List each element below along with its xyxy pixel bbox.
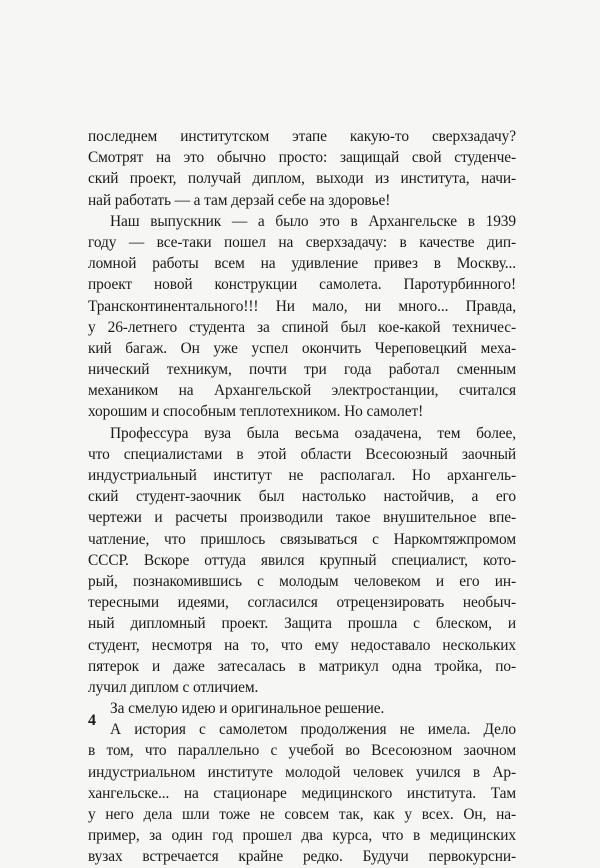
text-line: индустриальном институте молодой человек учился в Ар- — [88, 763, 516, 781]
text-line: у него дела шли тоже не совсем так, как у всех. Он, на- — [88, 806, 516, 823]
text-line: кий багаж. Он уже успел окончить Череповецкий меха- — [88, 339, 516, 357]
page-number: 4 — [88, 712, 96, 729]
text-line: А история с самолетом продолжения не имела. Дело — [110, 721, 516, 739]
paragraph-4 — [88, 698, 516, 719]
paragraph-3 — [88, 423, 516, 698]
text-line: нический техникум, почти три года работал сменным — [88, 361, 516, 379]
text-line: ломной работы всем на удивление привез в Москву... — [88, 255, 516, 273]
text-line: пятерок и даже затесалась в матрикул одна тройка, по- — [88, 657, 516, 675]
text-line: ский проект, получай диплом, выходи из института, начи- — [88, 170, 516, 188]
text-line: чертежи и расчеты производили такое внушительное впе- — [88, 509, 516, 527]
text-line: рый, познакомившись с молодым человеком и его ин- — [88, 572, 516, 590]
text-line: За смелую идею и оригинальное решение. — [110, 700, 385, 718]
text-line: Наш выпускник — а было это в Архангельске в 1939 — [110, 212, 516, 230]
text-line: СССР. Вскоре оттуда явился крупный специалист, кото- — [88, 551, 516, 569]
text-line: най работать — а там дерзай себе на здоровье! — [88, 191, 391, 209]
text-line: ный дипломный проект. Защита прошла с блеском, и — [88, 615, 516, 633]
text-line: что специалистами в этой области Всесоюзный заочный — [88, 445, 516, 463]
text-line: студент, несмотря на то, что ему недоставало нескольких — [88, 636, 516, 654]
text-line: у 26-летнего студента за спиной был кое-какой техничес- — [88, 318, 516, 336]
text-line: Трансконтинентального!!! Ни мало, ни много... Правда, — [88, 297, 516, 315]
text-line: хорошим и способным теплотехником. Но самолет! — [88, 403, 424, 421]
page-body — [88, 126, 516, 868]
text-line: тересными идеями, согласился отрецензировать необыч- — [88, 594, 516, 612]
text-line: Смотрят на это обычно просто: защищай свой студенче- — [88, 149, 516, 167]
text-line: хангельске... на стационаре медицинского института. Там — [88, 784, 516, 802]
text-line: лучил диплом с отличием. — [88, 678, 259, 696]
paragraph-5 — [88, 719, 516, 867]
text-line: году — все-таки пошел на сверхзадачу: в качестве дип- — [88, 233, 516, 251]
text-line: индустриальный институт не располагал. Но архангель- — [88, 467, 516, 484]
text-line: вузах встречается крайне редко. Будучи первокурсни- — [88, 848, 516, 866]
paragraph-2 — [88, 211, 516, 423]
text-line: ский студент-заочник был настолько настойчив, а его — [88, 488, 516, 506]
text-line: чатление, что пришлось связываться с Наркомтяжпромом — [88, 530, 516, 548]
text-line: Профессура вуза была весьма озадачена, тем более, — [110, 424, 516, 442]
text-line: последнем институтском этапе какую-то сверхзадачу? — [88, 128, 516, 145]
text-line: пример, за один год прошел два курса, что в медицинских — [88, 827, 516, 845]
text-line: в том, что параллельно с учебой во Всесоюзном заочном — [88, 742, 516, 760]
paragraph-1 — [88, 126, 516, 211]
text-line: проект новой конструкции самолета. Паротурбинного! — [88, 276, 516, 294]
text-line: механиком на Архангельской электростанции, считался — [88, 382, 516, 400]
